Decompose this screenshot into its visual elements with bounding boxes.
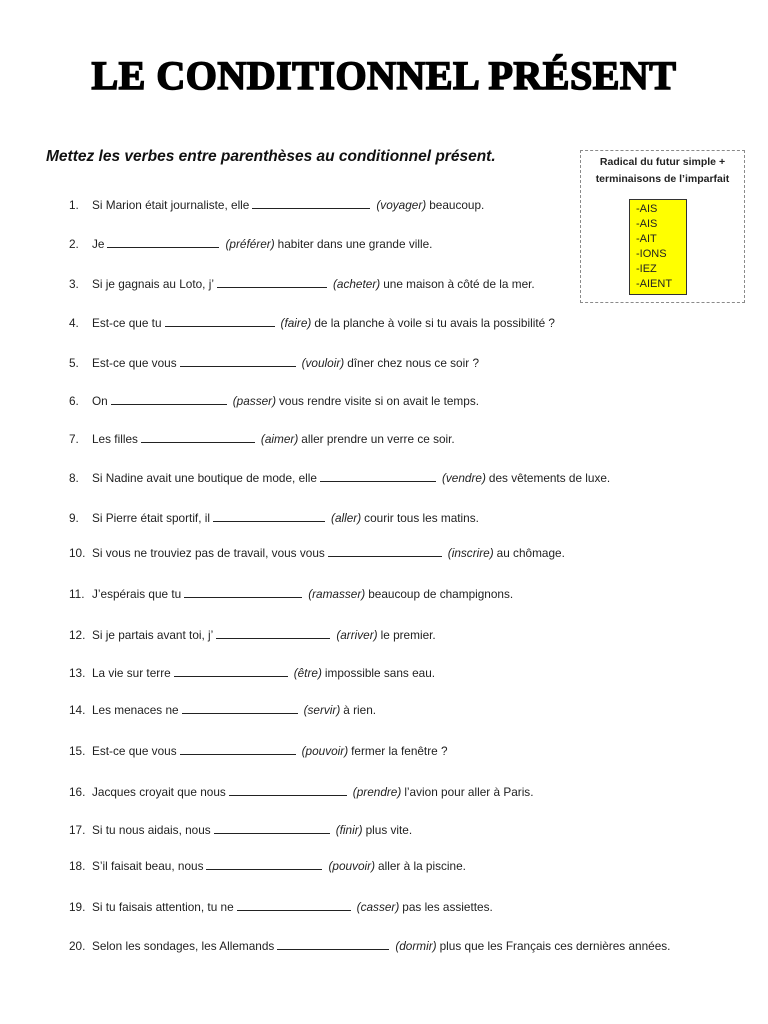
verb-hint: (arriver) [336,628,378,642]
item-number: 3. [69,277,79,291]
verb-hint: (finir) [335,823,363,837]
sentence-end: vous rendre visite si on avait le temps. [279,394,479,408]
item-number: 7. [69,432,79,446]
item-number: 5. [69,356,79,370]
verb-hint: (pouvoir) [328,859,376,873]
ending-item: -IONS [636,248,667,260]
sentence-end: de la planche à voile si tu avais la possibilité ? [314,316,555,330]
verb-hint: (servir) [303,703,341,717]
exercise-item [69,470,610,486]
sentence-start: Selon les sondages, les Allemands [92,939,275,953]
sentence-end: des vêtements de luxe. [488,471,611,485]
answer-blank[interactable] [174,665,288,677]
answer-blank[interactable] [229,784,347,796]
sentence-start: Est-ce que vous [92,356,177,370]
sentence-start: Si Marion était journaliste, elle [92,198,250,212]
exercise-item [69,822,412,838]
verb-hint: (pouvoir) [301,744,349,758]
sentence-end: plus que les Français ces dernières années. [439,939,671,953]
verb-hint: (passer) [232,394,277,408]
item-number: 1. [69,198,79,212]
sentence-start: Est-ce que tu [92,316,162,330]
sentence-start: La vie sur terre [92,666,171,680]
exercise-item [69,510,479,526]
sentence-start: Est-ce que vous [92,744,177,758]
sentence-end: courir tous les matins. [364,511,479,525]
sentence-end: aller prendre un verre ce soir. [301,432,455,446]
sentence-start: Si je gagnais au Loto, j’ [92,277,214,291]
sentence-start: On [92,394,108,408]
answer-blank[interactable] [180,355,296,367]
instruction-text: Mettez les verbes entre parenthèses au conditionnel présent. [46,148,496,165]
sentence-start: Si tu nous aidais, nous [92,823,211,837]
exercise-item [69,627,436,643]
item-number: 10. [69,546,86,560]
exercise-item [69,431,455,447]
verb-hint: (ramasser) [308,587,366,601]
answer-blank[interactable] [206,858,322,870]
sentence-end: une maison à côté de la mer. [383,277,535,291]
verb-hint: (casser) [356,900,400,914]
item-number: 18. [69,859,86,873]
answer-blank[interactable] [237,899,351,911]
exercise-item [69,393,479,409]
verb-hint: (vendre) [441,471,486,485]
exercise-item [69,355,479,371]
exercise-item [69,276,535,292]
answer-blank[interactable] [182,702,298,714]
sentence-start: Si tu faisais attention, tu ne [92,900,234,914]
answer-blank[interactable] [107,236,219,248]
sentence-start: Je [92,237,105,251]
ending-item: -AIENT [636,278,673,290]
ending-item: -IEZ [636,263,657,275]
answer-blank[interactable] [141,431,255,443]
sentence-start: Si Nadine avait une boutique de mode, elle [92,471,317,485]
hint-title-line-1: Radical du futur simple + [599,156,726,168]
answer-blank[interactable] [277,938,389,950]
ending-item: -AIS [636,203,658,215]
sentence-end: à rien. [343,703,377,717]
answer-blank[interactable] [111,393,227,405]
exercise-item [69,586,513,602]
sentence-end: aller à la piscine. [378,859,466,873]
verb-hint: (prendre) [352,785,402,799]
exercise-item [69,858,466,874]
answer-blank[interactable] [216,627,330,639]
sentence-end: beaucoup. [429,198,485,212]
item-number: 11. [69,587,85,601]
answer-blank[interactable] [217,276,327,288]
sentence-start: Si Pierre était sportif, il [92,511,211,525]
exercise-item [69,938,670,954]
item-number: 13. [69,666,86,680]
sentence-start: Les filles [92,432,138,446]
endings-list [629,199,687,295]
exercise-item [69,236,432,252]
item-number: 6. [69,394,79,408]
item-number: 15. [69,744,86,758]
sentence-end: dîner chez nous ce soir ? [347,356,480,370]
exercise-item [69,899,493,915]
verb-hint: (dormir) [395,939,437,953]
sentence-start: S’il faisait beau, nous [92,859,204,873]
sentence-start: Si vous ne trouviez pas de travail, vous vous [92,546,325,560]
verb-hint: (faire) [280,316,312,330]
answer-blank[interactable] [214,822,330,834]
verb-hint: (acheter) [332,277,381,291]
sentence-end: impossible sans eau. [324,666,436,680]
verb-hint: (vouloir) [301,356,345,370]
item-number: 9. [69,511,79,525]
item-number: 8. [69,471,79,485]
hint-title [581,154,744,188]
answer-blank[interactable] [213,510,325,522]
verb-hint: (préférer) [225,237,275,251]
item-number: 20. [69,939,86,953]
answer-blank[interactable] [252,197,370,209]
worksheet-title: LE CONDITIONNEL PRÉSENT [91,53,677,98]
exercise-item [69,743,448,759]
sentence-start: Les menaces ne [92,703,179,717]
exercise-item [69,702,376,718]
sentence-end: au chômage. [496,546,565,560]
ending-item: -AIT [636,233,657,245]
item-number: 12. [69,628,86,642]
exercise-item [69,545,565,561]
answer-blank[interactable] [320,470,436,482]
exercise-item [69,197,484,213]
item-number: 2. [69,237,79,251]
item-number: 16. [69,785,86,799]
sentence-end: plus vite. [365,823,413,837]
item-number: 4. [69,316,79,330]
sentence-start: Jacques croyait que nous [92,785,226,799]
exercise-item [69,665,435,681]
answer-blank[interactable] [180,743,296,755]
sentence-end: le premier. [380,628,436,642]
hint-title-line-2: terminaisons de l’imparfait [595,173,730,185]
verb-hint: (voyager) [376,198,427,212]
item-number: 14. [69,703,86,717]
item-number: 17. [69,823,86,837]
sentence-start: Si je partais avant toi, j’ [92,628,214,642]
answer-blank[interactable] [328,545,442,557]
exercise-item [69,315,555,331]
verb-hint: (aller) [331,511,362,525]
verb-hint: (aimer) [260,432,299,446]
answer-blank[interactable] [184,586,302,598]
sentence-end: beaucoup de champignons. [368,587,514,601]
sentence-end: l’avion pour aller à Paris. [404,785,534,799]
sentence-end: fermer la fenêtre ? [351,744,448,758]
ending-item: -AIS [636,218,658,230]
verb-hint: (inscrire) [447,546,494,560]
sentence-end: habiter dans une grande ville. [277,237,433,251]
sentence-end: pas les assiettes. [402,900,493,914]
item-number: 19. [69,900,86,914]
verb-hint: (être) [293,666,322,680]
answer-blank[interactable] [165,315,275,327]
exercise-item [69,784,534,800]
grammar-hint-box [580,150,745,303]
sentence-start: J’espérais que tu [92,587,182,601]
